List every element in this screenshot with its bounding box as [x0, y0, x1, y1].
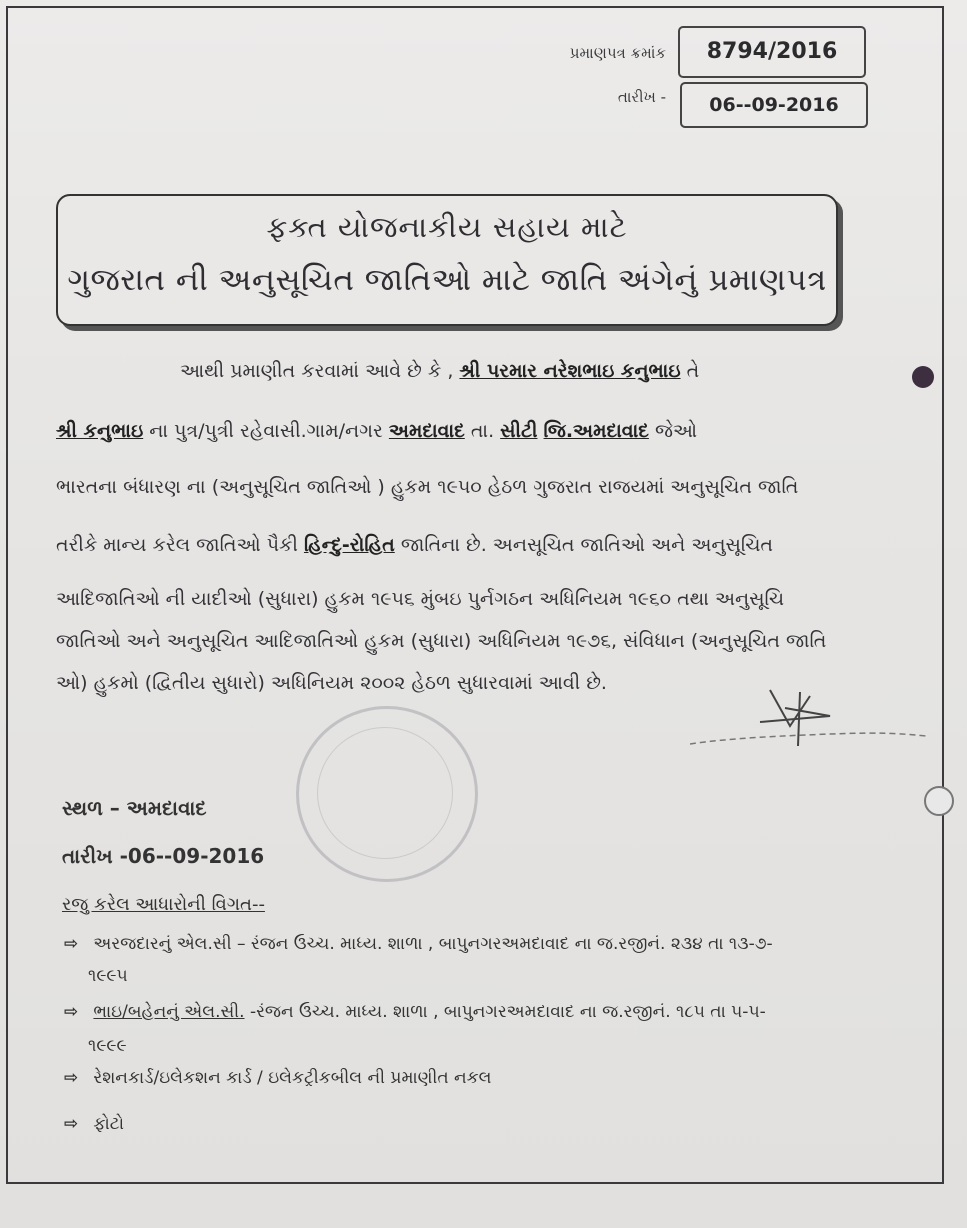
- header-date-box: 06--09-2016: [680, 82, 868, 128]
- body-line-1: [180, 360, 699, 382]
- body-line-4: [56, 534, 773, 556]
- document-text: -રંજન ઉચ્ચ. માધ્ય. શાળા , બાપુનગરઅમદાવાદ ના જ.રજીનં. ૧૮૫ તા ૫-૫-: [249, 1002, 766, 1022]
- district-name: જિ.અમદાવાદ: [543, 420, 649, 442]
- body-text: જેઓ: [654, 420, 698, 442]
- body-text: જાતિના છે. અનસૂચિત જાતિઓ અને અનુસૂચિત: [400, 534, 774, 556]
- arrow-right-icon: ⇨: [64, 1114, 79, 1134]
- caste-name: હિન્દુ-રોહિત: [303, 534, 395, 556]
- arrow-right-icon: ⇨: [64, 1002, 79, 1022]
- arrow-right-icon: ⇨: [64, 934, 79, 954]
- body-text: ના પુત્ર/પુત્રી રહેવાસી.ગામ/નગર: [149, 420, 383, 442]
- punch-hole: [912, 366, 934, 388]
- body-text: તા.: [470, 420, 495, 442]
- father-name: શ્રી કનુભાઇ: [56, 420, 144, 442]
- title-box: [56, 194, 838, 326]
- document-item: [64, 934, 773, 954]
- applicant-name: શ્રી પરમાર નરેશભાઇ કનુભાઇ: [459, 360, 681, 382]
- place-of-issue: સ્થળ – અમદાવાદ: [62, 796, 207, 820]
- body-line-2: [56, 420, 697, 442]
- issue-date: તારીખ -06--09-2016: [62, 844, 265, 868]
- document-item: [64, 1114, 124, 1134]
- faded-official-stamp: [296, 706, 478, 882]
- signature: [690, 686, 930, 756]
- header-date-label: તારીખ -: [617, 88, 666, 106]
- document-continuation: ૧૯૯૯: [88, 1036, 127, 1056]
- taluka-name: સીટી: [500, 420, 538, 442]
- body-text: આથી પ્રમાણીત કરવામાં આવે છે કે ,: [180, 360, 454, 382]
- document-text: અરજદારનું એલ.સી – રંજન ઉચ્ચ. માધ્ય. શાળા , બાપુનગરઅમદાવાદ ના જ.રજીનં. ૨૩૪ તા ૧૩-૭-: [93, 934, 773, 954]
- arrow-right-icon: ⇨: [64, 1068, 79, 1088]
- document-text: ફોટો: [93, 1114, 124, 1134]
- punch-hole: [924, 786, 954, 816]
- document-continuation: ૧૯૯૫: [88, 966, 128, 986]
- document-item: [64, 1002, 766, 1022]
- document-text: ભાઇ/બહેનનું એલ.સી.: [93, 1002, 245, 1022]
- title-line-2: ગુજરાત ની અનુસૂચિત જાતિઓ માટે જાતિ અંગેનું પ્રમાણપત્ર: [67, 262, 827, 298]
- body-line-7: ઓ) હુકમો (દ્વિતીય સુધારો) અધિનિયમ ૨૦૦૨ હેઠળ સુધારવામાં આવી છે.: [56, 672, 607, 694]
- body-line-6: જાતિઓ અને અનુસૂચિત આદિજાતિઓ હુકમ (સુધારા) અધિનિયમ ૧૯૭૬, સંવિધાન (અનુસૂચિત જાતિ: [56, 630, 827, 652]
- title-line-1: ફક્ત યોજનાકીય સહાય માટે: [266, 210, 628, 244]
- body-text: તરીકે માન્ય કરેલ જાતિઓ પૈકી: [56, 534, 298, 556]
- stamp-inner-ring: [317, 727, 453, 859]
- body-text: તે: [686, 360, 700, 382]
- certificate-number-label: પ્રમાણપત્ર ક્રમાંક: [569, 44, 666, 62]
- certificate-number-box: 8794/2016: [678, 26, 866, 78]
- body-line-5: આદિજાતિઓ ની યાદીઓ (સુધારા) હુકમ ૧૯૫૬ મુંબઇ પુર્નગઠન અધિનિયમ ૧૯૬૦ તથા અનુસૂચિ: [56, 588, 785, 610]
- village-name: અમદાવાદ: [388, 420, 465, 442]
- document-text: રેશનકાર્ડ/ઇલેકશન કાર્ડ / ઇલેકટ્રીકબીલ ની પ્રમાણીત નકલ: [93, 1068, 492, 1088]
- document-item: [64, 1068, 492, 1088]
- documents-heading: રજુ કરેલ આધારોની વિગત--: [62, 894, 265, 915]
- body-line-3: ભારતના બંધારણ ના (અનુસૂચિત જાતિઓ ) હુકમ ૧૯૫૦ હેઠળ ગુજરાત રાજયમાં અનુસૂચિત જાતિ: [56, 476, 799, 498]
